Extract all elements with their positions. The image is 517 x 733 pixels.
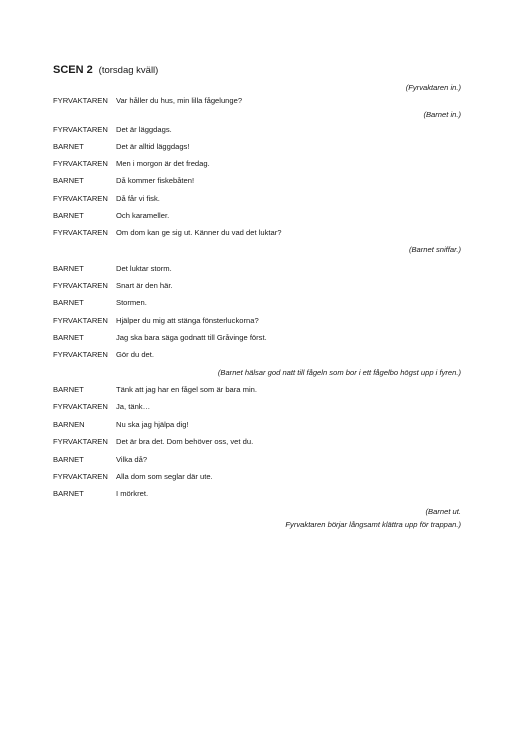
dialogue-text: Snart är den här. (116, 281, 173, 290)
speaker-name: BARNET (53, 333, 84, 342)
speaker-name: BARNET (53, 264, 84, 273)
dialogue-line (53, 385, 257, 395)
speaker-name: BARNET (53, 455, 84, 464)
speaker-name: FYRVAKTAREN (53, 350, 108, 359)
dialogue-text: Jag ska bara säga godnatt till Gråvinge först. (116, 333, 267, 342)
dialogue-line (53, 281, 173, 291)
stage-direction: (Barnet ut. (425, 507, 461, 516)
dialogue-line (53, 194, 160, 204)
dialogue-text: Då kommer fiskebåten! (116, 176, 195, 185)
dialogue-line (53, 298, 147, 308)
speaker-name: FYRVAKTAREN (53, 194, 108, 203)
dialogue-line (53, 264, 172, 274)
stage-direction: (Fyrvaktaren in.) (405, 83, 461, 92)
dialogue-line (53, 228, 281, 238)
dialogue-line (53, 316, 259, 326)
speaker-name: FYRVAKTAREN (53, 281, 108, 290)
dialogue-line (53, 125, 172, 135)
stage-direction: (Barnet sniffar.) (408, 245, 461, 254)
speaker-name: BARNET (53, 211, 84, 220)
dialogue-text: I mörkret. (116, 489, 149, 498)
dialogue-text: Var håller du hus, min lilla fågelunge? (116, 96, 243, 105)
speaker-name: FYRVAKTAREN (53, 402, 108, 411)
scene-subtitle: (torsdag kväll) (98, 65, 159, 76)
dialogue-text: Det luktar storm. (116, 264, 172, 273)
stage-direction: (Barnet hälsar god natt till fågeln som bor i ett fågelbo högst upp i fyren.) (217, 368, 461, 377)
scene-heading (53, 64, 158, 76)
dialogue-line (53, 489, 148, 499)
speaker-name: FYRVAKTAREN (53, 159, 108, 168)
speaker-name: BARNEN (53, 420, 85, 429)
dialogue-text: Det är alltid läggdags! (116, 142, 190, 151)
dialogue-text: Då får vi fisk. (116, 194, 160, 203)
dialogue-text: Det är läggdags. (116, 125, 172, 134)
dialogue-line (53, 420, 189, 430)
dialogue-line (53, 142, 189, 152)
speaker-name: FYRVAKTAREN (53, 437, 108, 446)
stage-direction: Fyrvaktaren börjar långsamt klättra upp för trappan.) (285, 520, 461, 529)
speaker-name: BARNET (53, 385, 84, 394)
scene-label: SCEN 2 (53, 64, 93, 76)
speaker-name: BARNET (53, 176, 84, 185)
dialogue-line (53, 333, 267, 343)
dialogue-line (53, 176, 194, 186)
dialogue-line (53, 472, 213, 482)
dialogue-line (53, 159, 210, 169)
speaker-name: FYRVAKTAREN (53, 316, 108, 325)
speaker-name: FYRVAKTAREN (53, 228, 108, 237)
dialogue-text: Hjälper du mig att stänga fönsterluckorna? (116, 316, 259, 325)
dialogue-line (53, 350, 154, 360)
dialogue-text: Gör du det. (116, 350, 154, 359)
dialogue-line (53, 211, 169, 221)
dialogue-line (53, 437, 253, 447)
speaker-name: BARNET (53, 489, 84, 498)
stage-direction: (Barnet in.) (423, 110, 461, 119)
dialogue-text: Nu ska jag hjälpa dig! (116, 420, 189, 429)
dialogue-line (53, 402, 150, 412)
dialogue-text: Det är bra det. Dom behöver oss, vet du. (116, 437, 254, 446)
speaker-name: BARNET (53, 142, 84, 151)
dialogue-text: Tänk att jag har en fågel som är bara min. (116, 385, 257, 394)
speaker-name: FYRVAKTAREN (53, 96, 108, 105)
speaker-name: BARNET (53, 298, 84, 307)
dialogue-text: Om dom kan ge sig ut. Känner du vad det luktar? (116, 228, 282, 237)
speaker-name: FYRVAKTAREN (53, 125, 108, 134)
dialogue-line (53, 455, 147, 465)
dialogue-line (53, 96, 242, 106)
speaker-name: FYRVAKTAREN (53, 472, 108, 481)
dialogue-text: Ja, tänk… (116, 402, 151, 411)
dialogue-text: Och karameller. (116, 211, 170, 220)
dialogue-text: Men i morgon är det fredag. (116, 159, 210, 168)
dialogue-text: Vilka då? (116, 455, 148, 464)
dialogue-text: Stormen. (116, 298, 147, 307)
dialogue-text: Alla dom som seglar där ute. (116, 472, 213, 481)
